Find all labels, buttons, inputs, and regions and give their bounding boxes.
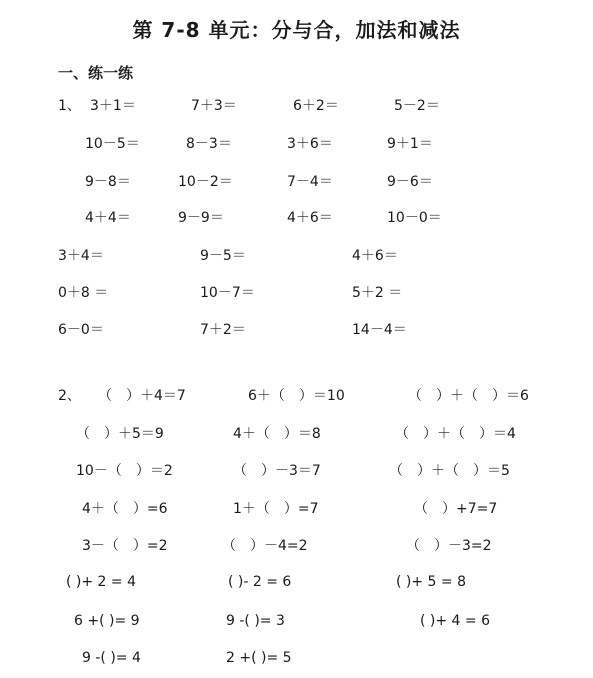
- problem-2-2-2: （ ）＋（ ）＝5: [389, 463, 510, 479]
- problem-1-0-1: 7＋3＝: [191, 98, 237, 114]
- problem-2-4-2: （ ）－3=2: [406, 538, 492, 554]
- problem-1-2-0: 9－8＝: [85, 174, 131, 190]
- problem-2-2-0: 10－（ ）＝2: [76, 463, 173, 479]
- problem-1-5-2: 5＋2 ＝: [352, 285, 403, 301]
- problem-2-3-2: （ ）+7=7: [414, 501, 498, 517]
- problem-1-0-3: 5－2＝: [394, 98, 440, 114]
- problem-2-3-1: 1＋（ ）=7: [233, 501, 319, 517]
- problem-1-2-2: 7－4＝: [287, 174, 333, 190]
- problem-1-0-0: 3＋1＝: [90, 98, 136, 114]
- problem-1-3-2: 4＋6＝: [287, 210, 333, 226]
- problem-1-2-1: 10－2＝: [178, 174, 233, 190]
- question-1-number: 1、: [58, 98, 81, 114]
- problem-1-4-1: 9－5＝: [200, 248, 246, 264]
- page-title: 第 7-8 单元：分与合，加法和减法: [132, 18, 461, 42]
- problem-2-4-1: （ ）－4=2: [222, 538, 308, 554]
- problem-1-1-3: 9＋1＝: [387, 136, 433, 152]
- problem-2-2-1: （ ）－3＝7: [233, 463, 321, 479]
- problem-1-4-2: 4＋6＝: [352, 248, 398, 264]
- problem-1-6-2: 14－4＝: [352, 322, 407, 338]
- problem-2-0-1: 6＋（ ）＝10: [248, 388, 345, 404]
- problem-2-0-2: （ ）＋（ ）＝6: [408, 388, 529, 404]
- problem-1-1-2: 3＋6＝: [287, 136, 333, 152]
- problem-2-5-1: ( )- 2 = 6: [228, 574, 292, 590]
- question-2-number: 2、: [58, 388, 81, 404]
- problem-2-6-1: 9 -( )= 3: [226, 613, 285, 629]
- problem-2-5-0: ( )+ 2 = 4: [66, 574, 136, 590]
- problem-2-1-1: 4＋（ ）＝8: [233, 426, 321, 442]
- problem-2-3-0: 4＋（ ）=6: [82, 501, 168, 517]
- problem-1-3-0: 4＋4＝: [85, 210, 131, 226]
- problem-2-6-2: ( )+ 4 = 6: [420, 613, 490, 629]
- problem-1-3-1: 9－9＝: [178, 210, 224, 226]
- problem-2-4-0: 3－（ ）=2: [82, 538, 168, 554]
- problem-2-7-1: 2 +( )= 5: [226, 650, 292, 666]
- section-heading: 一、练一练: [58, 64, 134, 82]
- problem-2-5-2: ( )+ 5 = 8: [396, 574, 466, 590]
- problem-1-3-3: 10－0＝: [387, 210, 442, 226]
- problem-2-1-2: （ ）＋（ ）＝4: [395, 426, 516, 442]
- problem-1-0-2: 6＋2＝: [293, 98, 339, 114]
- problem-1-1-1: 8－3＝: [186, 136, 232, 152]
- problem-1-2-3: 9－6＝: [387, 174, 433, 190]
- problem-1-6-1: 7＋2＝: [200, 322, 246, 338]
- problem-1-4-0: 3＋4＝: [58, 248, 104, 264]
- problem-2-0-0: （ ）＋4＝7: [98, 388, 186, 404]
- problem-2-7-0: 9 -( )= 4: [82, 650, 141, 666]
- problem-1-6-0: 6－0＝: [58, 322, 104, 338]
- problem-1-5-1: 10－7＝: [200, 285, 255, 301]
- problem-2-6-0: 6 +( )= 9: [74, 613, 140, 629]
- problem-2-1-0: （ ）＋5＝9: [76, 426, 164, 442]
- problem-1-5-0: 0＋8 ＝: [58, 285, 109, 301]
- problem-1-1-0: 10－5＝: [85, 136, 140, 152]
